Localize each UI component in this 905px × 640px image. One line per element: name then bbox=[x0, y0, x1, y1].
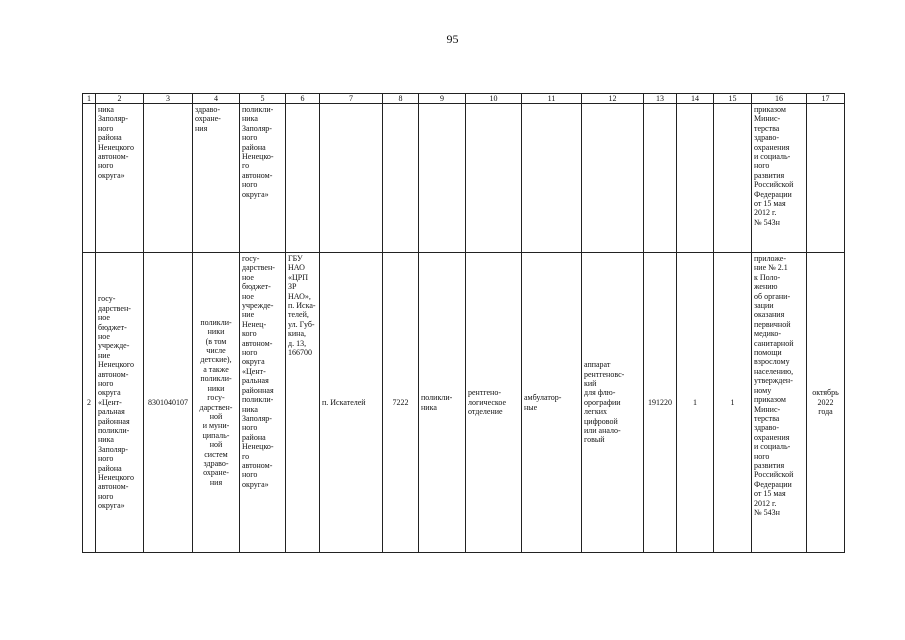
equipment-code-cell: 191220 bbox=[644, 253, 677, 553]
column-number-cell: 17 bbox=[807, 94, 845, 104]
column-number-cell: 4 bbox=[193, 94, 240, 104]
table-cell bbox=[83, 104, 96, 253]
table-cell bbox=[807, 104, 845, 253]
column-number-cell: 10 bbox=[466, 94, 522, 104]
column-number-cell: 5 bbox=[240, 94, 286, 104]
table-cell bbox=[714, 104, 752, 253]
institution-name-cell: госу- дарствен- ное бюджет- ное учрежде- ние Ненецкого автоном- ного округа «Цент- ральная районная поликли- ника Заполяр- ного района Ненецкого автоном- ного округа» bbox=[96, 253, 144, 553]
column-number-cell: 1 bbox=[83, 94, 96, 104]
column-number-cell: 11 bbox=[522, 94, 582, 104]
table-cell bbox=[466, 104, 522, 253]
quantity-cell: 1 bbox=[714, 253, 752, 553]
equipment-cell: аппарат рентгеновс- кий для флю- орографии легких цифровой или анало- говый bbox=[582, 253, 644, 553]
table-cell bbox=[522, 104, 582, 253]
table-cell: здраво- охране- ния bbox=[193, 104, 240, 253]
table-cell bbox=[419, 104, 466, 253]
facility-type-cell: поликли- ники (в том числе детские), а также поликли- ники госу- дарствен- ной и муни- ципаль- ной систем здраво- охране- ния bbox=[193, 253, 240, 553]
column-number-row bbox=[83, 94, 845, 104]
column-number-cell: 8 bbox=[383, 94, 419, 104]
inn-cell: 8301040107 bbox=[144, 253, 193, 553]
deadline-cell: октябрь 2022 года bbox=[807, 253, 845, 553]
column-number-cell: 6 bbox=[286, 94, 320, 104]
column-number-cell: 9 bbox=[419, 94, 466, 104]
registry-table bbox=[82, 93, 845, 553]
column-number-cell: 13 bbox=[644, 94, 677, 104]
table-cell bbox=[320, 104, 383, 253]
table-cell bbox=[582, 104, 644, 253]
quantity-cell: 1 bbox=[677, 253, 714, 553]
address-cell: ГБУ НАО «ЦРП ЗР НАО», п. Иска- телей, ул. Губ- кина, д. 13, 166700 bbox=[286, 253, 320, 553]
department-cell: рентгено- логическое отделение bbox=[466, 253, 522, 553]
care-conditions-cell: амбулатор- ные bbox=[522, 253, 582, 553]
column-number-cell: 14 bbox=[677, 94, 714, 104]
table-cell: приказом Минис- терства здраво- охранения и социаль- ного развития Российской Федерации от 15 мая 2012 г. № 543н bbox=[752, 104, 807, 253]
table-cell bbox=[144, 104, 193, 253]
table-cell bbox=[286, 104, 320, 253]
row-number-cell: 2 bbox=[83, 253, 96, 553]
population-cell: 7222 bbox=[383, 253, 419, 553]
page-number: 95 bbox=[446, 32, 459, 46]
column-number-cell: 2 bbox=[96, 94, 144, 104]
table-cell bbox=[644, 104, 677, 253]
column-number-cell: 3 bbox=[144, 94, 193, 104]
regulation-cell: приложе- ние № 2.1 к Поло- жению об органи- зации оказания первичной медико- санитарной помощи взрослому населению, утвержден- ному приказом Минис- терства здраво- охранения и социаль- ного развития Российской Федерации от 15 мая 2012 г. № 543н bbox=[752, 253, 807, 553]
table-cell bbox=[383, 104, 419, 253]
table-cell: поликли- ника Заполяр- ного района Ненецко- го автоном- ного округа» bbox=[240, 104, 286, 253]
table-cell bbox=[677, 104, 714, 253]
column-number-cell: 15 bbox=[714, 94, 752, 104]
column-number-cell: 16 bbox=[752, 94, 807, 104]
organization-cell: госу- дарствен- ное бюджет- ное учрежде- ние Ненец- кого автоном- ного округа «Цент- ральная районная поликли- ника Заполяр- ного района Ненецко- го автоном- ного округа» bbox=[240, 253, 286, 553]
table-row bbox=[83, 253, 845, 553]
locality-cell: п. Искателей bbox=[320, 253, 383, 553]
column-number-cell: 12 bbox=[582, 94, 644, 104]
table-cell: ника Заполяр- ного района Ненецкого автоном- ного округа» bbox=[96, 104, 144, 253]
continuation-row bbox=[83, 104, 845, 253]
unit-type-cell: поликли- ника bbox=[419, 253, 466, 553]
column-number-cell: 7 bbox=[320, 94, 383, 104]
